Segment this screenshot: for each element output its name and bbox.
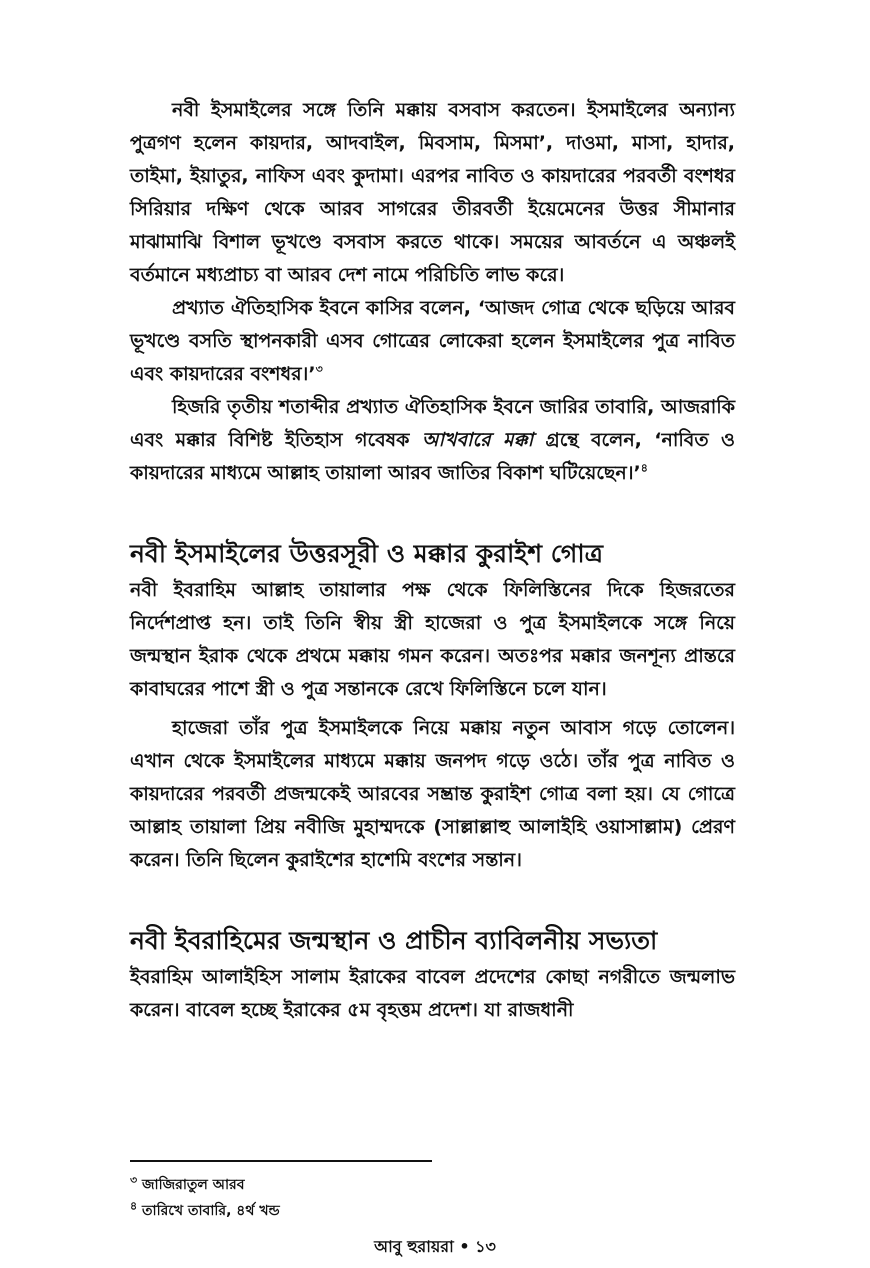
section-1 bbox=[130, 534, 735, 877]
book-title: আখবারে মক্কা bbox=[421, 429, 534, 451]
footnote-number: ৪ bbox=[130, 1199, 138, 1213]
paragraph-3-text-start: হিজরি তৃতীয় শতাব্দীর প্রখ্যাত ঐতিহাসিক ইবনে জারির তাবারি, আজরাকি এবং মক্কার বিশিষ্ট ইতিহাস গবেষক bbox=[130, 396, 735, 451]
section-heading-1: নবী ইসমাইলের উত্তরসূরী ও মক্কার কুরাইশ গোত্র bbox=[130, 539, 603, 568]
paragraph-3 bbox=[130, 391, 735, 490]
footnotes bbox=[130, 1172, 735, 1224]
page-number: ১৩ bbox=[475, 1237, 496, 1256]
paragraph-2 bbox=[130, 292, 735, 391]
section-heading-2: নবী ইবরাহিমের জন্মস্থান ও প্রাচীন ব্যাবিলনীয় সভ্যতা bbox=[130, 926, 658, 955]
footnote-4 bbox=[130, 1198, 735, 1224]
paragraph-5: হাজেরা তাঁর পুত্র ইসমাইলকে নিয়ে মক্কায় নতুন আবাস গড়ে তোলেন। এখান থেকে ইসমাইলের মাধ্যমে মক্কায় জনপদ গড়ে ওঠে। তাঁর পুত্র নাবিত ও কায়দারের পরবর্তী প্রজন্মকেই আরবের সম্ভ্রান্ত কুরাইশ গোত্র বলা হয়। যে গোত্রে আল্লাহ তায়ালা প্রিয় নবীজি মুহাম্মদকে (সাল্লাল্লাহু আলাইহি ওয়াসাল্লাম) প্রেরণ করেন। তিনি ছিলেন কুরাইশের হাশেমি বংশের সন্তান। bbox=[130, 717, 735, 871]
section-2 bbox=[130, 921, 735, 1027]
paragraph-1: নবী ইসমাইলের সঙ্গে তিনি মক্কায় বসবাস করতেন। ইসমাইলের অন্যান্য পুত্রগণ হলেন কায়দার, আদবাইল, মিবসাম, মিসমা’, দাওমা, মাসা, হাদার, তাইমা, ইয়াতুর, নাফিস এবং কুদামা। এরপর নাবিত ও কায়দারের পরবর্তী বংশধর সিরিয়ার দক্ষিণ থেকে আরব সাগরের তীরবর্তী ইয়েমেনের উত্তর সীমানার মাঝামাঝি বিশাল ভূখণ্ডে বসবাস করতে থাকে। সময়ের আবর্তনে এ অঞ্চলই বর্তমানে মধ্যপ্রাচ্য বা আরব দেশ নামে পরিচিতি লাভ করে। bbox=[130, 99, 735, 286]
paragraph-2-text: প্রখ্যাত ঐতিহাসিক ইবনে কাসির বলেন, ‘আজদ গোত্র থেকে ছড়িয়ে আরব ভূখণ্ডে বসতি স্থাপনকারী এসব গোত্রের লোকেরা হলেন ইসমাইলের পুত্র নাবিত এবং কায়দারের বংশধর।’ bbox=[130, 297, 735, 385]
footnote-3 bbox=[130, 1172, 735, 1198]
paragraph-3-text-end: গ্রন্থে বলেন, ‘নাবিত ও কায়দারের মাধ্যমে আল্লাহ তায়ালা আরব জাতির বিকাশ ঘটিয়েছেন।’ bbox=[130, 429, 736, 484]
footnote-text: জাজিরাতুল আরব bbox=[142, 1177, 245, 1193]
footnote-ref-3: ৩ bbox=[315, 362, 323, 376]
footer-separator: • bbox=[459, 1237, 470, 1256]
page-body bbox=[130, 94, 735, 1027]
footnote-text: তারিখে তাবারি, ৪র্থ খন্ড bbox=[142, 1203, 280, 1219]
paragraph-4: নবী ইবরাহিম আল্লাহ তায়ালার পক্ষ থেকে ফিলিস্তিনের দিকে হিজরতের নির্দেশপ্রাপ্ত হন। তাই তিনি স্বীয় স্ত্রী হাজেরা ও পুত্র ইসমাইলকে সঙ্গে নিয়ে জন্মস্থান ইরাক থেকে প্রথমে মক্কায় গমন করেন। অতঃপর মক্কার জনশূন্য প্রান্তরে কাবাঘরের পাশে স্ত্রী ও পুত্র সন্তানকে রেখে ফিলিস্তিনে চলে যান। bbox=[130, 579, 735, 700]
footnote-ref-4: ৪ bbox=[640, 461, 648, 475]
footnote-number: ৩ bbox=[130, 1173, 138, 1187]
footer-author: আবু হুরায়রা bbox=[374, 1237, 454, 1256]
page-footer bbox=[0, 1234, 870, 1261]
footnote-divider bbox=[130, 1160, 432, 1162]
paragraph-6: ইবরাহিম আলাইহিস সালাম ইরাকের বাবেল প্রদেশের কোছা নগরীতে জন্মলাভ করেন। বাবেল হচ্ছে ইরাকের ৫ম বৃহত্তম প্রদেশ। যা রাজধানী bbox=[130, 966, 735, 1021]
